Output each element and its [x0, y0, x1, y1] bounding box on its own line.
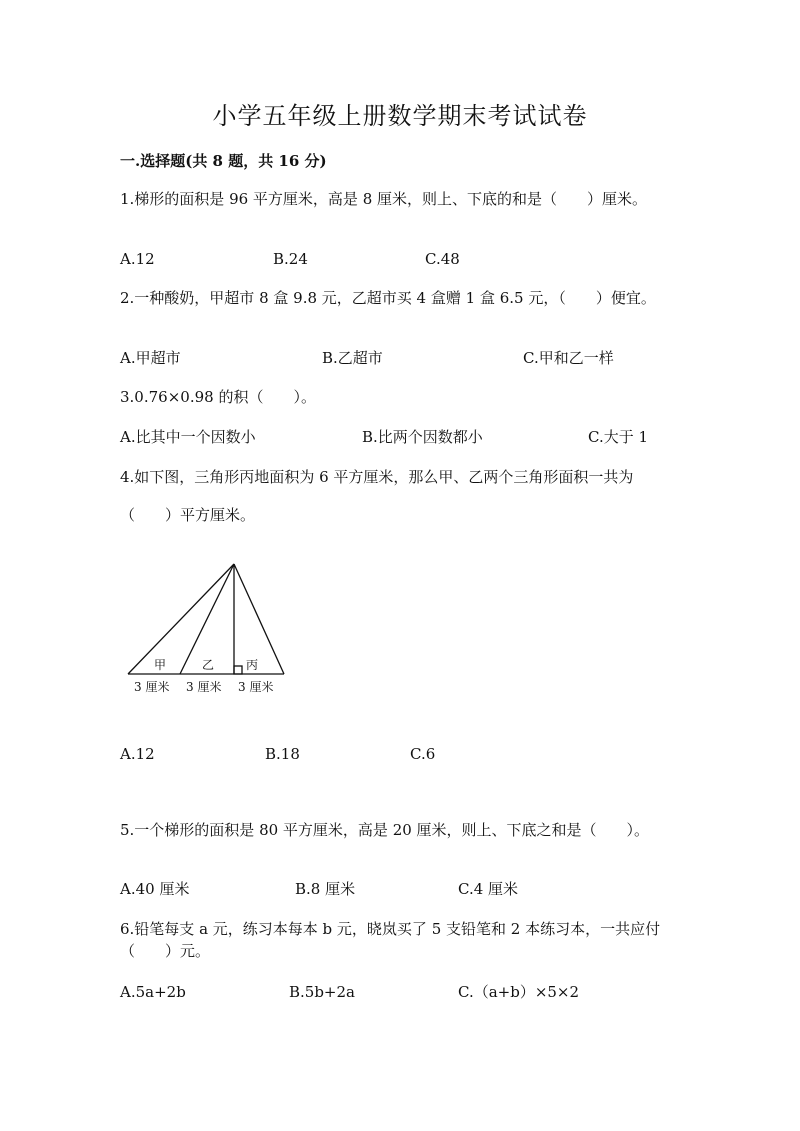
page-title: 小学五年级上册数学期末考试试卷: [212, 102, 588, 130]
q3-option-c: C.大于 1: [588, 428, 649, 446]
triangle-figure: [126, 560, 291, 700]
q6-option-c: C.（a+b）×5×2: [458, 983, 580, 1001]
question-4: 4.如下图，三角形丙地面积为 6 平方厘米，那么甲、乙两个三角形面积一共为: [120, 468, 634, 486]
q4-option-b: B.18: [265, 745, 300, 763]
q5-option-c: C.4 厘米: [458, 880, 519, 898]
q2-option-c: C.甲和乙一样: [523, 349, 614, 367]
right-angle-mark: [234, 666, 242, 674]
question-1: 1.梯形的面积是 96 平方厘米，高是 8 厘米，则上、下底的和是（ ）厘米。: [120, 190, 648, 208]
question-6: 6.铅笔每支 a 元，练习本每本 b 元，晓岚买了 5 支铅笔和 2 本练习本，一共应付（ ）元。: [120, 920, 661, 960]
question-4-continued: （ ）平方厘米。: [120, 506, 256, 524]
question-2: 2.一种酸奶，甲超市 8 盒 9.8 元，乙超市买 4 盒赠 1 盒 6.5 元，（ ）便宜。: [120, 289, 656, 307]
q5-option-b: B.8 厘米: [295, 880, 356, 898]
question-5: 5.一个梯形的面积是 80 平方厘米，高是 20 厘米，则上、下底之和是（ ）。: [120, 821, 650, 839]
question-3: 3.0.76×0.98 的积（ ）。: [120, 388, 316, 406]
q1-option-c: C.48: [425, 250, 460, 268]
label-bing: 丙: [246, 658, 259, 672]
base-label-2: 3 厘米: [186, 680, 222, 694]
q3-option-b: B.比两个因数都小: [362, 428, 483, 446]
q2-option-a: A.甲超市: [120, 349, 181, 367]
triangle-right-edge: [234, 564, 284, 674]
q3-option-a: A.比其中一个因数小: [120, 428, 256, 446]
section-heading: 一.选择题(共 8 题，共 16 分): [120, 152, 327, 170]
q6-option-a: A.5a+2b: [120, 983, 186, 1001]
q1-option-a: A.12: [120, 250, 155, 268]
q5-option-a: A.40 厘米: [120, 880, 190, 898]
q4-option-c: C.6: [410, 745, 436, 763]
triangle-left-edge: [128, 564, 234, 674]
q2-option-b: B.乙超市: [322, 349, 383, 367]
label-yi: 乙: [202, 658, 215, 672]
base-label-1: 3 厘米: [134, 680, 170, 694]
q6-option-b: B.5b+2a: [289, 983, 355, 1001]
label-jia: 甲: [154, 658, 167, 672]
q1-option-b: B.24: [273, 250, 308, 268]
q4-option-a: A.12: [120, 745, 155, 763]
base-label-3: 3 厘米: [238, 680, 274, 694]
